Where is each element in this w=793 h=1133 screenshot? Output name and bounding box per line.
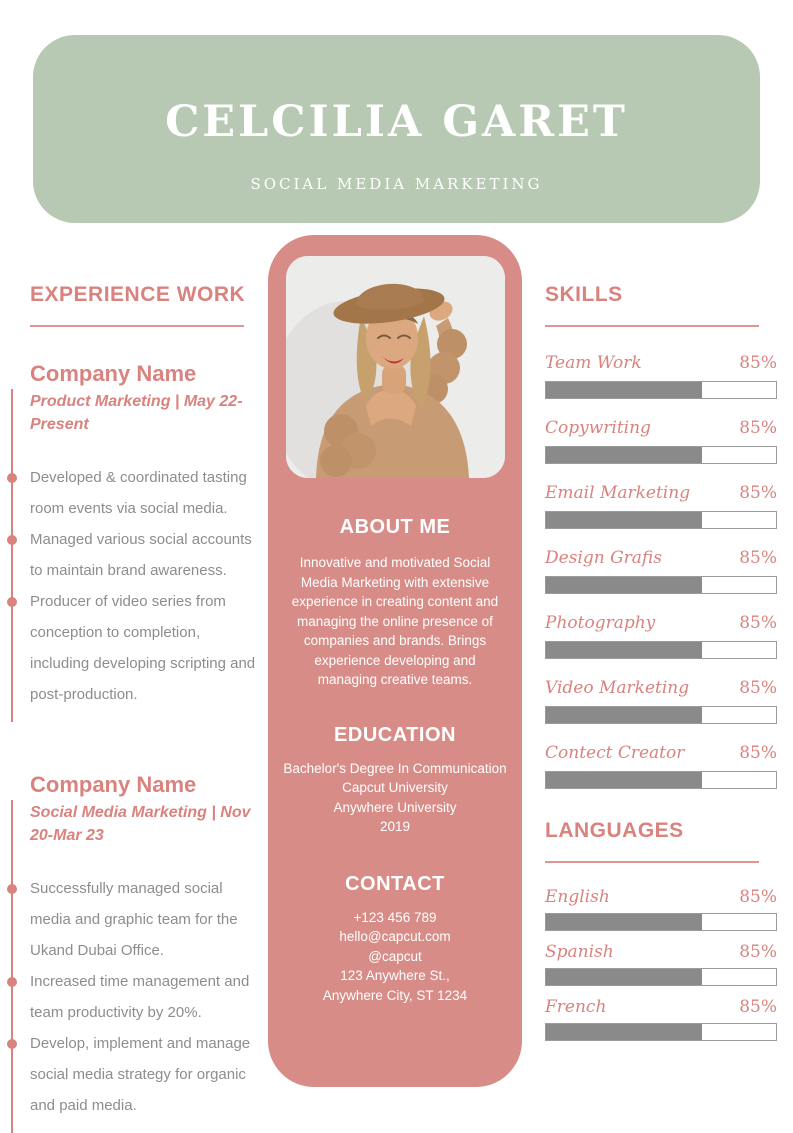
skill-item-head — [545, 477, 777, 511]
skill-item — [545, 737, 777, 789]
skill-item-label: Design Grafis — [545, 548, 662, 568]
language-item-bar-fill — [546, 1024, 702, 1040]
contact-lines — [268, 908, 522, 1006]
language-item-label: Spanish — [545, 942, 614, 962]
company-name: Company Name — [30, 772, 197, 797]
skill-item-bar — [545, 771, 777, 789]
bullet-list — [30, 873, 262, 1121]
skill-item-label: Team Work — [545, 353, 642, 373]
skill-item-bar — [545, 576, 777, 594]
skill-item-bar — [545, 511, 777, 529]
skill-item-bar-fill — [546, 447, 702, 463]
bullet-item: Develop, implement and manage social media strategy for organic and paid media. — [30, 1028, 262, 1121]
education-line: Anywhere University — [333, 799, 457, 815]
person-title: SOCIAL MEDIA MARKETING — [250, 175, 543, 193]
about-heading: ABOUT ME — [339, 516, 451, 538]
language-item-percent: 85% — [739, 942, 777, 962]
language-item — [545, 938, 777, 986]
skill-item-head — [545, 607, 777, 641]
language-item-head — [545, 993, 777, 1023]
bullet-item: Managed various social accounts to maintain brand awareness. — [30, 524, 262, 586]
language-item-bar-fill — [546, 969, 702, 985]
skills-divider — [545, 325, 759, 327]
skill-item-percent: 85% — [739, 743, 777, 763]
language-item-label: French — [545, 997, 607, 1017]
profile-column — [268, 235, 522, 1087]
education-line: Bachelor's Degree In Communication — [283, 760, 507, 776]
bullet-item: Producer of video series from conception to completion, including developing scripting and post-production. — [30, 586, 262, 710]
contact-line: Anywhere City, ST 1234 — [322, 987, 468, 1003]
skill-item-label: Photography — [545, 613, 656, 633]
skill-item-percent: 85% — [739, 483, 777, 503]
experience-divider — [30, 325, 244, 327]
contact-line: +123 456 789 — [353, 909, 437, 925]
skill-item-bar — [545, 446, 777, 464]
education-heading: EDUCATION — [334, 723, 456, 746]
skill-item — [545, 607, 777, 659]
skill-item-bar-fill — [546, 512, 702, 528]
language-item-percent: 85% — [739, 997, 777, 1017]
skill-item-label: Video Marketing — [545, 678, 690, 698]
contact-line: @capcut — [368, 948, 422, 964]
about-text: Innovative and motivated Social Media Marketing with extensive experience in creating content and managing the online presence of companies and brands. Brings experience developing and managing creative teams. — [291, 555, 499, 687]
skill-item-head — [545, 347, 777, 381]
education-lines — [268, 759, 522, 837]
skill-item-head — [545, 737, 777, 771]
role-dates: Product Marketing | May 22-Present — [30, 393, 243, 433]
bullet-item: Increased time management and team productivity by 20%. — [30, 966, 262, 1028]
skill-item-bar-fill — [546, 382, 702, 398]
profile-photo — [286, 256, 505, 478]
skill-item — [545, 477, 777, 529]
experience-job — [30, 361, 262, 710]
role-dates: Social Media Marketing | Nov 20-Mar 23 — [30, 804, 251, 844]
company-name: Company Name — [30, 361, 197, 386]
skill-item-head — [545, 412, 777, 446]
experience-heading: EXPERIENCE WORK — [30, 283, 246, 306]
contact-heading: CONTACT — [345, 872, 445, 895]
skill-item-percent: 85% — [739, 418, 777, 438]
bullet-list — [30, 462, 262, 710]
skills-list — [545, 347, 777, 789]
education-line: Capcut University — [342, 780, 448, 795]
language-item-label: English — [545, 887, 610, 907]
language-item-head — [545, 883, 777, 913]
experience-section — [30, 283, 262, 1121]
bullet-item: Developed & coordinated tasting room events via social media. — [30, 462, 262, 524]
skill-item-bar — [545, 381, 777, 399]
skill-item-bar-fill — [546, 707, 702, 723]
languages-divider — [545, 861, 759, 863]
bullet-item: Successfully managed social media and graphic team for the Ukand Dubai Office. — [30, 873, 262, 966]
skill-item-bar-fill — [546, 577, 702, 593]
language-item-bar-fill — [546, 914, 702, 930]
skill-item — [545, 347, 777, 399]
job-list — [30, 361, 262, 1121]
skill-item-label: Email Marketing — [545, 483, 691, 503]
skill-item-head — [545, 672, 777, 706]
experience-job — [30, 772, 262, 1121]
skills-section — [545, 283, 777, 1048]
skill-item-label: Copywriting — [545, 418, 651, 438]
skill-item-percent: 85% — [739, 613, 777, 633]
language-item-percent: 85% — [739, 887, 777, 907]
language-item-bar — [545, 913, 777, 931]
languages-section — [545, 819, 777, 1041]
skill-item-bar — [545, 706, 777, 724]
skill-item-percent: 85% — [739, 678, 777, 698]
timeline-line — [11, 389, 13, 722]
skill-item-label: Contect Creator — [545, 743, 685, 763]
skills-heading: SKILLS — [545, 283, 623, 306]
skill-item-bar-fill — [546, 642, 702, 658]
skill-item — [545, 412, 777, 464]
timeline-line — [11, 800, 13, 1133]
language-item-head — [545, 938, 777, 968]
skill-item-bar — [545, 641, 777, 659]
profile-photo-illustration — [286, 256, 505, 478]
person-name: CELCILIA GARET — [165, 97, 628, 147]
skill-item-percent: 85% — [739, 353, 777, 373]
language-item-bar — [545, 968, 777, 986]
language-item — [545, 883, 777, 931]
contact-line: 123 Anywhere St., — [340, 968, 450, 983]
skill-item — [545, 542, 777, 594]
languages-list — [545, 883, 777, 1041]
languages-heading: LANGUAGES — [545, 819, 684, 842]
skill-item — [545, 672, 777, 724]
language-item — [545, 993, 777, 1041]
skill-item-head — [545, 542, 777, 576]
header-banner — [33, 35, 760, 223]
skill-item-percent: 85% — [739, 548, 777, 568]
skill-item-bar-fill — [546, 772, 702, 788]
education-line: 2019 — [379, 819, 411, 834]
language-item-bar — [545, 1023, 777, 1041]
contact-line: hello@capcut.com — [339, 929, 451, 944]
